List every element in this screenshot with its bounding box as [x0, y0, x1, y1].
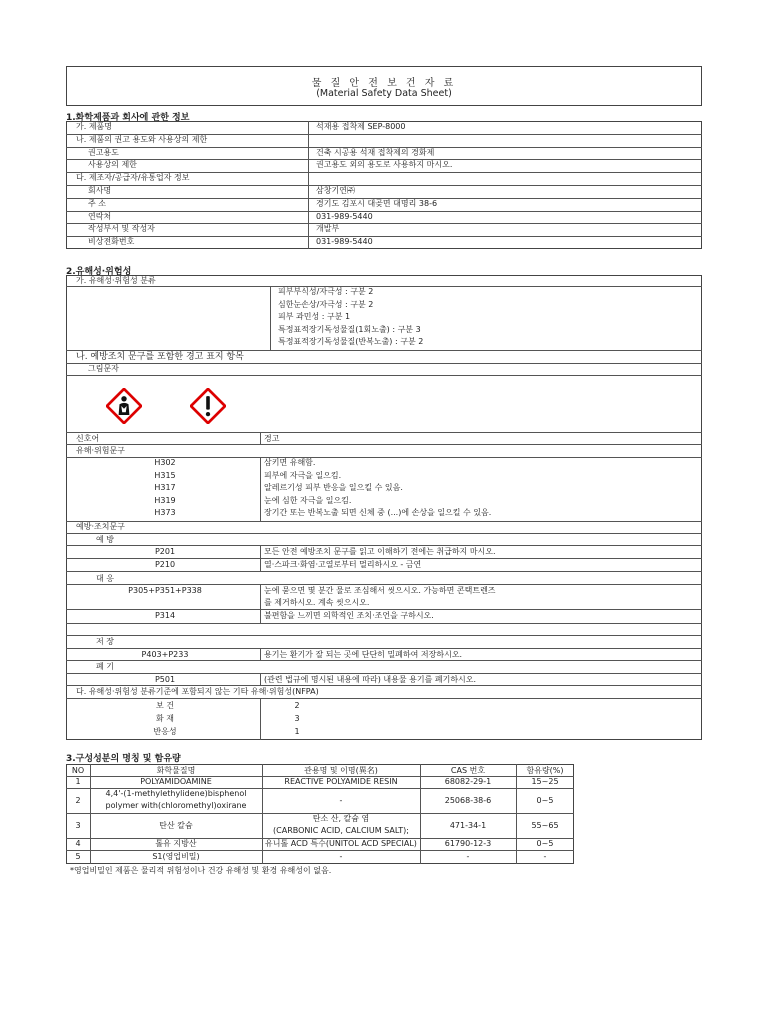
column-header: 관용명 및 이명(異名): [304, 766, 378, 775]
storage-text: 용기는 환기가 잘 되는 곳에 단단히 밀폐하여 저장하시오.: [264, 650, 463, 659]
response-code: P305+P351+P338: [128, 586, 202, 595]
comp-name: 4,4'-(1-methylethylidene)bisphenol: [105, 789, 247, 798]
comp-alias: 유니톨 ACD 특수(UNITOL ACD SPECIAL): [265, 839, 417, 848]
s1-row-label: 나. 제품의 권고 용도와 사용상의 제한: [76, 135, 208, 144]
s1-row-label: 회사명: [88, 186, 112, 195]
comp-cas: -: [466, 852, 470, 861]
section2-heading: 2.유해성·위험성: [66, 267, 132, 277]
column-header: NO: [71, 766, 85, 775]
comp-name: POLYAMIDOAMINE: [140, 777, 212, 786]
comp-no: 4: [75, 839, 81, 848]
classification-item: 피부부식성/자극성 : 구분 2: [278, 287, 374, 296]
hazard-code: H302: [154, 458, 176, 467]
footnote: *영업비밀인 제품은 물리적 위험성이나 건강 유해성 및 환경 유해성이 없음.: [70, 866, 332, 875]
response-text-cont: 를 제거하시오. 계속 씻으시오.: [264, 598, 370, 607]
comp-alias: -: [339, 852, 343, 861]
comp-alias-cont: (CARBONIC ACID, CALCIUM SALT);: [273, 826, 409, 835]
s1-row-value: 건축 시공용 석재 접착제의 경화제: [316, 148, 435, 157]
column-header: 함유량(%): [526, 766, 564, 775]
pictogram-label: 그림문자: [88, 364, 119, 373]
hazard-text: 장기간 또는 반복노출 되면 신체 중 (...)에 손상을 일으킬 수 있음.: [264, 508, 492, 518]
comp-alias: -: [339, 795, 343, 805]
comp-content: -: [543, 852, 547, 861]
prevention-text: 열·스파크·화염·고열로부터 멀리하시오 - 금연: [264, 559, 422, 569]
s1-row-label: 작성부서 및 작성자: [88, 224, 155, 233]
hazard-statements-label: 유해·위험문구: [76, 446, 125, 455]
storage-label: 저 장: [96, 637, 114, 646]
comp-content: 0~5: [536, 795, 554, 805]
prevention-text: 모든 안전 예방조치 문구를 읽고 이해하기 전에는 취급하지 마시오.: [264, 547, 496, 556]
prevention-code: P201: [154, 547, 176, 556]
comp-content: 15~25: [531, 777, 559, 786]
storage-code: P403+P233: [141, 650, 189, 659]
hazard-code: H315: [154, 470, 176, 480]
comp-cas: 68082-29-1: [444, 777, 492, 786]
page-title: 물 질 안 전 보 건 자 료: [311, 78, 457, 89]
hazard-code: H319: [154, 495, 176, 505]
s1-row-value: 031-989-5440: [316, 237, 373, 246]
response-text: 눈에 묻으면 몇 분간 물로 조심해서 씻으시오. 가능하면 콘택트렌즈: [264, 586, 496, 595]
prevention-code: P210: [154, 559, 176, 569]
nfpa-value: 2: [294, 701, 300, 710]
hazard-text: 눈에 심한 자극을 일으킴.: [264, 495, 352, 505]
s1-row-label: 가. 제품명: [76, 122, 112, 131]
disposal-label: 폐 기: [96, 662, 114, 671]
nfpa-value: 1: [294, 727, 300, 736]
s1-row-value: 경기도 김포시 대곶면 대명리 38-6: [316, 199, 438, 208]
s1-row-value: 삼창기연㈜: [316, 186, 355, 195]
page-subtitle: (Material Safety Data Sheet): [316, 88, 452, 99]
section1-heading: 1.화학제품과 회사에 관한 정보: [66, 113, 190, 123]
nfpa-label: 화 재: [156, 714, 174, 723]
column-header: 화학물질명: [156, 766, 196, 775]
classification-item: 특정표적장기독성물질(반복노출) : 구분 2: [278, 337, 424, 347]
response-code: P314: [154, 611, 176, 620]
classification-item: 심한눈손상/자극성 : 구분 2: [278, 299, 374, 309]
label-elements-heading: 나. 예방조치 문구를 포함한 경고 표지 항목: [76, 352, 244, 362]
signal-word-label: 신호어: [76, 434, 100, 443]
other-hazards-label: 다. 유해성·위험성 분류기준에 포함되지 않는 기타 유해·위험성(NFPA): [76, 687, 319, 696]
comp-name: S1(영업비밀): [152, 852, 200, 861]
comp-content: 0~5: [536, 839, 554, 848]
nfpa-label: 보 건: [156, 701, 174, 710]
comp-no: 3: [75, 820, 81, 830]
comp-cas: 471-34-1: [449, 820, 487, 830]
prevention-label: 예 방: [96, 535, 114, 544]
s1-row-label: 사용상의 제한: [88, 160, 137, 169]
column-header: CAS 번호: [450, 766, 486, 775]
s1-row-label: 권고용도: [88, 148, 119, 157]
s1-row-value: 권고용도 외의 용도로 사용하지 마시오.: [316, 160, 453, 169]
precautionary-label: 예방·조치문구: [76, 522, 125, 531]
comp-no: 5: [75, 852, 81, 861]
hazard-code: H373: [154, 508, 176, 518]
signal-word: 경고: [264, 434, 280, 443]
classification-label: 가. 유해성·위험성 분류: [76, 276, 156, 285]
hazard-text: 삼키면 유해함.: [264, 458, 316, 467]
disposal-code: P501: [154, 675, 176, 684]
disposal-text: (관련 법규에 명시된 내용에 따라) 내용물 용기를 폐기하시오.: [264, 675, 477, 684]
hazard-text: 알레르기성 피부 반응을 일으킬 수 있음.: [264, 483, 403, 493]
s1-row-value: 석재용 접착제 SEP-8000: [316, 122, 406, 131]
comp-cas: 25068-38-6: [444, 795, 492, 805]
comp-alias: 탄소 산, 칼슘 염: [312, 814, 370, 823]
comp-no: 2: [75, 795, 81, 805]
comp-content: 55~65: [531, 820, 559, 830]
comp-no: 1: [75, 777, 81, 786]
s1-row-value: 개발부: [316, 224, 340, 233]
section3-heading: 3.구성성분의 명칭 및 함유량: [66, 754, 181, 764]
hazard-text: 피부에 자극을 일으킴.: [264, 470, 342, 480]
s1-row-label: 다. 제조자/공급자/유통업자 정보: [76, 173, 190, 182]
comp-alias: REACTIVE POLYAMIDE RESIN: [284, 777, 398, 786]
s1-row-label: 연락처: [88, 212, 112, 221]
nfpa-label: 반응성: [153, 727, 177, 736]
s1-row-label: 비상전화번호: [88, 237, 135, 246]
health-hazard-icon: [106, 388, 142, 424]
s1-row-label: 주 소: [88, 199, 106, 208]
classification-item: 특정표적장기독성물질(1회노출) : 구분 3: [278, 324, 421, 334]
nfpa-value: 3: [294, 714, 300, 723]
comp-name: 톨유 지방산: [155, 839, 197, 848]
exclamation-mark-icon: [190, 388, 226, 424]
comp-name-cont: polymer with(chloromethyl)oxirane: [105, 801, 247, 810]
comp-name: 탄산 칼슘: [159, 820, 193, 830]
response-text: 불편함을 느끼면 의학적인 조치·조언을 구하시오.: [264, 611, 434, 620]
hazard-code: H317: [154, 483, 176, 493]
classification-item: 피부 과민성 : 구분 1: [278, 312, 351, 322]
s1-row-value: 031-989-5440: [316, 212, 373, 221]
comp-cas: 61790-12-3: [444, 839, 492, 848]
response-label: 대 응: [96, 574, 114, 583]
